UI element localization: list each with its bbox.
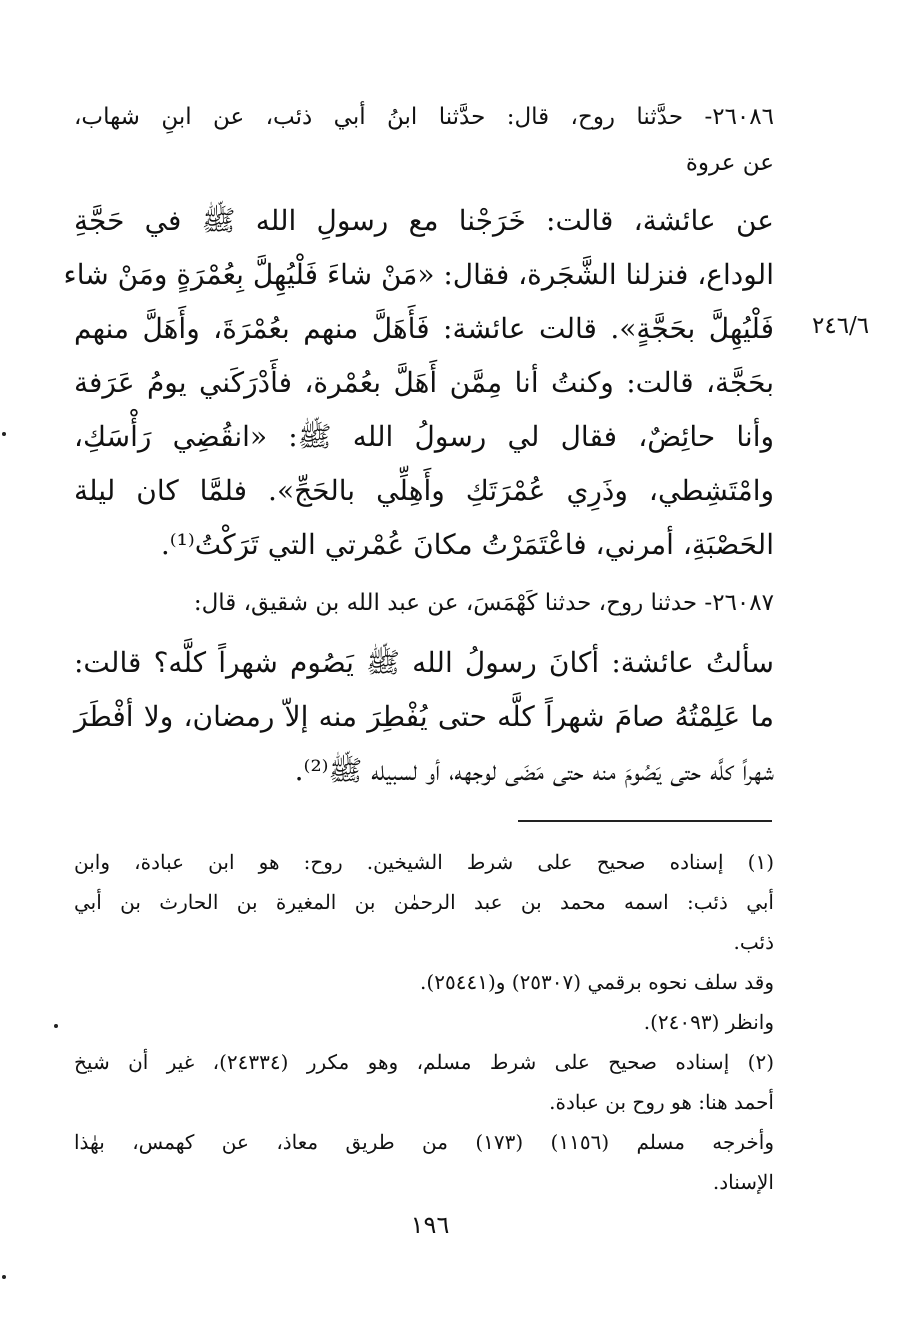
footnote-line: وقد سلف نحوه برقمي (٢٥٣٠٧) و(٢٥٤٤١). [420,970,774,994]
hadith-26086-header [74,94,774,186]
hadith-body-line: الوداع، فنزلنا الشَّجَرة، فقال: «مَنْ شاءَ فَلْيُهِلَّ بِعُمْرَةٍ ومَنْ شاء [63,258,774,291]
footnote-line: وأخرجه مسلم (١١٥٦) (١٧٣) من طريق معاذ، عن كهمس، بهٰذا [74,1130,775,1154]
scan-speck [2,432,6,436]
hadith-body-line: شهراً كلَّه حتى يَصُومَ منه حتى مَضَى لوجهه، أو لسبيله ﷺ⁽²⁾. [294,754,774,787]
scan-speck [2,1275,6,1279]
margin-volume-page-reference: ٢٤٦/٦ [812,313,870,339]
hadith-header-line: ٢٦٠٨٧- حدثنا روح، حدثنا كَهْمَسَ، عن عبد الله بن شقيق، قال: [193,590,774,616]
hadith-26086-body [63,194,774,572]
footnote-line: وانظر (٢٤٠٩٣). [643,1010,774,1034]
hadith-header-line: عن عروة [685,150,774,176]
footnote-line: ذئب. [733,930,774,954]
footnote-line: الإسناد. [712,1170,774,1194]
hadith-body-line: ما عَلِمْتُهُ صامَ شهراً كلَّه حتى يُفْطِرَ منه إلاّ رمضان، ولا أفْطَرَ [74,700,774,733]
hadith-header-line: ٢٦٠٨٦- حدَّثنا روح، قال: حدَّثنا ابنُ أبي ذئب، عن ابنِ شهاب، [74,104,774,130]
footnote-line: أحمد هنا: هو روح بن عبادة. [549,1090,774,1114]
footnote-line: أبي ذئب: اسمه محمد بن عبد الرحمٰن بن المغيرة بن الحارث بن أبي [74,890,774,914]
hadith-body-line: سألتُ عائشة: أكانَ رسولُ الله ﷺ يَصُوم شهراً كلَّه؟ قالت: [74,646,774,679]
footnotes [74,842,774,1202]
hadith-body-line: وأنا حائِضٌ، فقال لي رسولُ الله ﷺ: «انقُضِي رَأْسَكِ، [74,420,774,453]
page-number: ١٩٦ [410,1211,450,1239]
hadith-body-line: عن عائشة، قالت: خَرَجْنا مع رسولِ الله ﷺ في حَجَّةِ [74,204,774,237]
scan-speck [54,1024,58,1028]
footnote-line: (٢) إسناده صحيح على شرط مسلم، وهو مكرر (٢٤٣٣٤)، غير أن شيخ [74,1050,775,1074]
hadith-26087-header [74,580,774,626]
footnote-separator-rule [518,820,772,822]
hadith-body-line: وامْتَشِطي، وذَرِي عُمْرَتَكِ وأَهِلِّي بالحَجِّ». فلمَّا كان ليلة [74,474,774,507]
hadith-body-line: فَلْيُهِلَّ بحَجَّةٍ». قالت عائشة: فَأَهَلَّ منهم بعُمْرَةَ، وأَهَلَّ منهم [74,312,774,345]
hadith-body-line: بحَجَّة، قالت: وكنتُ أنا مِمَّن أَهَلَّ بعُمْرة، فأَدْرَكَني يومُ عَرَفة [74,366,774,399]
hadith-26087-body [74,636,774,798]
hadith-body-line: الحَصْبَةِ، أمرني، فاعْتَمَرْتُ مكانَ عُمْرتي التي تَرَكْتُ⁽¹⁾. [160,528,774,561]
footnote-line: (١) إسناده صحيح على شرط الشيخين. روح: هو ابن عبادة، وابن [74,850,774,874]
